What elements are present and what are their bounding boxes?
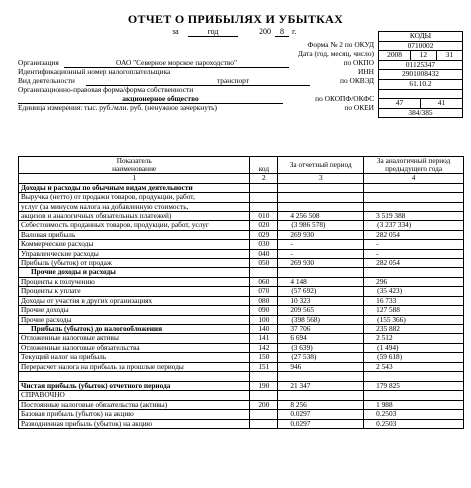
row-current-value: 10 323: [278, 296, 364, 305]
row-name: Разводненная прибыль (убыток) на акцию: [19, 419, 250, 428]
row-current-value: 4 256 508: [278, 212, 364, 221]
row-code: 070: [250, 287, 278, 296]
code-okopf-form: 47: [379, 99, 421, 108]
row-current-value: 269 930: [278, 259, 364, 268]
code-date-month: 12: [411, 51, 437, 60]
row-previous-value: 2 512: [364, 334, 464, 343]
row-code: [250, 183, 278, 192]
row-current-value: ( 3 986 578 ): [278, 221, 364, 230]
label-inn-full: Идентификационный номер налогоплательщика: [18, 67, 171, 76]
label-okopf: по ОКОПФ/ОКФС: [315, 94, 374, 103]
row-name: Прочие доходы и расходы: [19, 268, 250, 277]
report-title: ОТЧЕТ О ПРИБЫЛЯХ И УБЫТКАХ: [127, 12, 344, 26]
row-name: акцизов и аналогичных обязательных платежей): [19, 212, 250, 221]
row-name: Прибыль (убыток) до налогообложения: [19, 324, 250, 333]
row-name: Прочие доходы: [19, 306, 250, 315]
header-current: За отчетный период: [278, 157, 364, 174]
table-row: [19, 381, 464, 390]
row-current-value: 21 347: [278, 381, 364, 390]
row-previous-value: 127 588: [364, 306, 464, 315]
codes-box: [378, 31, 463, 118]
row-code: 050: [250, 259, 278, 268]
row-name: Коммерческие расходы: [19, 240, 250, 249]
row-code: 141: [250, 334, 278, 343]
row-current-value: 6 694: [278, 334, 364, 343]
row-name: Доходы и расходы по обычным видам деятельности: [19, 183, 250, 192]
header-indicator: Показатель наименование: [19, 157, 250, 174]
organization-name: ОАО "Северное морское пароходство": [64, 58, 289, 68]
code-inn: 2901008432: [379, 70, 463, 80]
label-legal-form: Организационно-правовая форма/форма собственности: [18, 85, 194, 94]
row-previous-value: [364, 193, 464, 202]
label-activity: Вид деятельности: [18, 76, 75, 85]
row-previous-value: 0.2503: [364, 419, 464, 428]
row-previous-value: -: [364, 249, 464, 258]
code-okfs: 41: [437, 98, 446, 108]
row-name: Доходы от участия в других организациях: [19, 296, 250, 305]
row-previous-value: 282 054: [364, 230, 464, 239]
row-current-value: 0.0297: [278, 419, 364, 428]
row-code: 080: [250, 296, 278, 305]
row-previous-value: ( 1 494 ): [364, 343, 464, 352]
header-num-2: 2: [250, 174, 278, 183]
row-previous-value: ( 35 423 ): [364, 287, 464, 296]
table-row: [19, 362, 464, 371]
row-previous-value: 179 825: [364, 381, 464, 390]
table-row: [19, 419, 464, 428]
row-current-value: -: [278, 249, 364, 258]
row-name: Чистая прибыль (убыток) отчетного периода: [19, 381, 250, 390]
codes-header: КОДЫ: [379, 32, 463, 42]
period-year: 200: [259, 27, 271, 36]
income-statement-table: [18, 156, 464, 429]
row-previous-value: ( 59 618 ): [364, 353, 464, 362]
row-code: [250, 371, 278, 381]
row-previous-value: ( 155 366 ): [364, 315, 464, 324]
row-current-value: 37 706: [278, 324, 364, 333]
code-empty: [379, 89, 463, 99]
row-previous-value: 3 519 388: [364, 212, 464, 221]
code-okpo: 01125347: [379, 60, 463, 70]
code-okopf: [379, 99, 463, 109]
row-name: Отложенные налоговые обязательства: [19, 343, 250, 352]
row-name: СПРАВОЧНО: [19, 391, 250, 400]
row-name: Выручка (нетто) от продажи товаров, продукции, работ,: [19, 193, 250, 202]
code-date-year: 2008: [379, 51, 411, 60]
row-name: Базовая прибыль (убыток) на акцию: [19, 410, 250, 419]
header-num-4: 4: [364, 174, 464, 183]
row-current-value: 4 148: [278, 277, 364, 286]
row-code: [250, 410, 278, 419]
row-name: Текущий налог на прибыль: [19, 353, 250, 362]
row-current-value: ( 27 538 ): [278, 353, 364, 362]
label-okved: по ОКВЭД: [340, 76, 374, 85]
row-previous-value: 282 054: [364, 259, 464, 268]
label-okud: Форма № 2 по ОКУД: [307, 40, 374, 49]
label-inn: ИНН: [357, 67, 374, 76]
label-unit: Единица измерения: тыс. руб./млн. руб. (ненужное зачеркнуть): [18, 103, 217, 112]
row-code: 060: [250, 277, 278, 286]
row-current-value: 209 565: [278, 306, 364, 315]
label-okpo: по ОКПО: [343, 58, 374, 67]
row-name: Проценты к уплате: [19, 287, 250, 296]
row-name: Прочие расходы: [19, 315, 250, 324]
row-code: 200: [250, 400, 278, 409]
activity-value: транспорт: [86, 76, 310, 86]
row-previous-value: 1 988: [364, 400, 464, 409]
header-num-1: 1: [19, 174, 250, 183]
row-previous-value: -: [364, 240, 464, 249]
header-code: код: [250, 157, 278, 174]
row-code: [250, 193, 278, 202]
row-current-value: -: [278, 240, 364, 249]
row-name: Прибыль (убыток) от продаж: [19, 259, 250, 268]
row-name: услуг (за минусом налога на добавленную стоимость,: [19, 202, 250, 211]
row-code: 142: [250, 343, 278, 352]
row-code: 140: [250, 324, 278, 333]
row-code: 030: [250, 240, 278, 249]
row-current-value: 946: [278, 362, 364, 371]
row-current-value: ( 3 639 ): [278, 343, 364, 352]
row-code: 151: [250, 362, 278, 371]
row-previous-value: 0.2503: [364, 410, 464, 419]
row-code: 190: [250, 381, 278, 390]
row-previous-value: 16 733: [364, 296, 464, 305]
row-current-value: [278, 371, 364, 381]
row-previous-value: 296: [364, 277, 464, 286]
row-previous-value: 235 882: [364, 324, 464, 333]
row-name: [19, 371, 250, 381]
row-name: Перерасчет налога на прибыль за прошлые периоды: [19, 362, 250, 371]
period-year-suffix: 8: [275, 27, 289, 37]
row-previous-value: 2 543: [364, 362, 464, 371]
row-name: Отложенные налоговые активы: [19, 334, 250, 343]
row-code: 040: [250, 249, 278, 258]
table-body: [19, 183, 464, 428]
period-g: г.: [292, 27, 297, 36]
row-current-value: 269 930: [278, 230, 364, 239]
row-code: 010: [250, 212, 278, 221]
row-code: 029: [250, 230, 278, 239]
legal-form-value: акционерное общество: [18, 94, 283, 104]
header-num-3: 3: [278, 174, 364, 183]
code-okei: 384/385: [379, 108, 463, 118]
table-row: [19, 371, 464, 381]
row-previous-value: ( 3 237 334 ): [364, 221, 464, 230]
row-name: Постоянные налоговые обязательства (активы): [19, 400, 250, 409]
label-okei: по ОКЕИ: [344, 103, 374, 112]
row-name: Проценты к получению: [19, 277, 250, 286]
row-previous-value: [364, 371, 464, 381]
header-previous: За аналогичный период предыдущего года: [364, 157, 464, 174]
code-date-day: 31: [445, 50, 454, 60]
row-name: Себестоимость проданных товаров, продукции, работ, услуг: [19, 221, 250, 230]
row-code: 090: [250, 306, 278, 315]
row-name: Валовая прибыль: [19, 230, 250, 239]
period-prefix: за: [172, 27, 179, 36]
code-date: [379, 51, 463, 61]
row-code: [250, 419, 278, 428]
row-current-value: 0.0297: [278, 410, 364, 419]
row-current-value: ( 57 692 ): [278, 287, 364, 296]
label-date: Дата (год, месяц, число): [297, 49, 374, 58]
period-word: год: [188, 27, 238, 37]
code-okved: 61.10.2: [379, 79, 463, 89]
code-okud: 0710002: [379, 41, 463, 51]
row-code: 020: [250, 221, 278, 230]
row-previous-value: [364, 183, 464, 192]
row-code: 100: [250, 315, 278, 324]
row-name: Управленческие расходы: [19, 249, 250, 258]
row-current-value: [278, 183, 364, 192]
row-current-value: ( 398 568 ): [278, 315, 364, 324]
row-code: 150: [250, 353, 278, 362]
row-current-value: [278, 193, 364, 202]
row-current-value: 8 256: [278, 400, 364, 409]
label-organization: Организация: [18, 58, 59, 67]
table-row: [19, 306, 464, 315]
